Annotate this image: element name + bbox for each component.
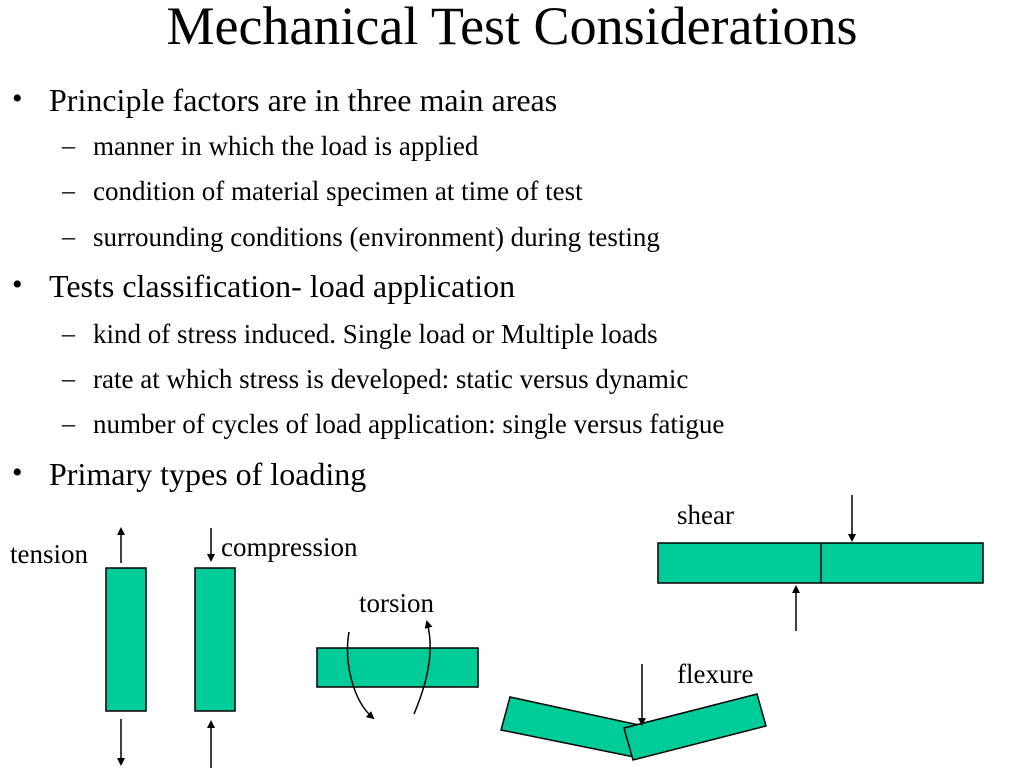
- bullet-text: Principle factors are in three main areas: [49, 82, 558, 118]
- tension-specimen: [106, 529, 146, 764]
- torsion-label: torsion: [359, 588, 435, 618]
- bullet-text: Primary types of loading: [49, 456, 367, 492]
- sub-bullet-text: manner in which the load is applied: [93, 131, 479, 161]
- bullet-marker: •: [12, 82, 23, 115]
- sub-bullet-marker: –: [62, 364, 75, 393]
- tension-bar: [106, 568, 146, 711]
- torsion-specimen: [317, 622, 478, 718]
- compression-label: compression: [221, 532, 358, 562]
- compression-bar: [195, 568, 235, 711]
- sub-bullet-text: rate at which stress is developed: static versus dynamic: [93, 364, 689, 394]
- tension-label: tension: [10, 539, 88, 569]
- bullet-text: Tests classification- load application: [49, 268, 516, 304]
- sub-bullet-text: surrounding conditions (environment) during testing: [93, 222, 660, 252]
- shear-label: shear: [677, 500, 734, 530]
- bullet-marker: •: [12, 268, 23, 301]
- flexure-right-bar: [624, 694, 766, 760]
- sub-bullet-marker: –: [62, 131, 75, 160]
- sub-bullet-marker: –: [62, 222, 75, 251]
- sub-bullet-marker: –: [62, 409, 75, 438]
- sub-bullet-marker: –: [62, 319, 75, 348]
- compression-specimen: [195, 528, 235, 768]
- torsion-bar: [317, 648, 478, 687]
- slide-title: Mechanical Test Considerations: [166, 0, 858, 56]
- bullet-marker: •: [12, 456, 23, 489]
- sub-bullet-marker: –: [62, 176, 75, 205]
- sub-bullet-text: condition of material specimen at time of test: [93, 176, 583, 206]
- sub-bullet-text: kind of stress induced. Single load or Multiple loads: [93, 319, 658, 349]
- flexure-label: flexure: [677, 659, 754, 689]
- sub-bullet-text: number of cycles of load application: single versus fatigue: [93, 409, 725, 439]
